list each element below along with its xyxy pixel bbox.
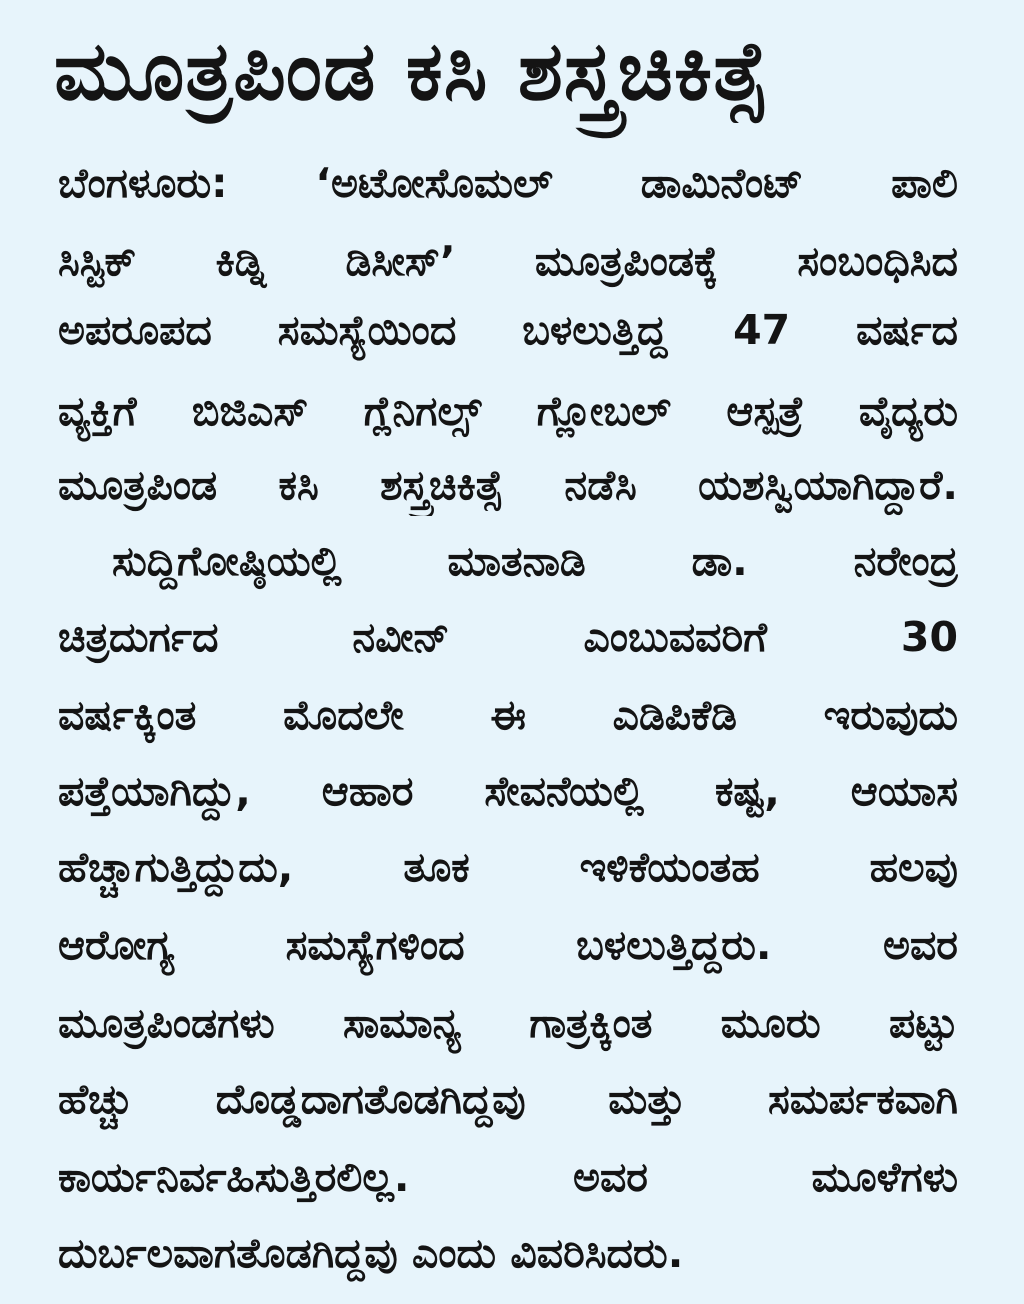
body-line-1: ಬೆಂಗಳೂರು: ‘ಅಟೋಸೊಮಲ್ ಡಾಮಿನೆಂಟ್ ಪಾಲಿ [58, 159, 958, 207]
body-line-13: ಹೆಚ್ಚು ದೊಡ್ಡದಾಗತೊಡಗಿದ್ದವು ಮತ್ತು ಸಮರ್ಪಕವಾಗಿ [58, 1075, 958, 1123]
body-line-6: ಸುದ್ದಿಗೋಷ್ಠಿಯಲ್ಲಿ ಮಾತನಾಡಿ ಡಾ. ನರೇಂದ್ರ [112, 537, 958, 585]
body-line-7: ಚಿತ್ರದುರ್ಗದ ನವೀನ್ ಎಂಬುವವರಿಗೆ 30 [58, 613, 958, 661]
body-line-12: ಮೂತ್ರಪಿಂಡಗಳು ಸಾಮಾನ್ಯ ಗಾತ್ರಕ್ಕಿಂತ ಮೂರು ಪಟ್ಟು [58, 999, 958, 1047]
body-line-8: ವರ್ಷಕ್ಕಿಂತ ಮೊದಲೇ ಈ ಎಡಿಪಿಕೆಡಿ ಇರುವುದು [58, 691, 958, 739]
body-line-15: ದುರ್ಬಲವಾಗತೊಡಗಿದ್ದವು ಎಂದು ವಿವರಿಸಿದರು. [58, 1229, 684, 1277]
headline: ಮೂತ್ರಪಿಂಡ ಕಸಿ ಶಸ್ತ್ರಚಿಕಿತ್ಸೆ [54, 24, 769, 119]
body-line-9: ಪತ್ತೆಯಾಗಿದ್ದು, ಆಹಾರ ಸೇವನೆಯಲ್ಲಿ ಕಷ್ಟ, ಆಯಾಸ [58, 767, 958, 815]
body-line-3: ಅಪರೂಪದ ಸಮಸ್ಯೆಯಿಂದ ಬಳಲುತ್ತಿದ್ದ 47 ವರ್ಷದ [58, 306, 958, 354]
body-line-5: ಮೂತ್ರಪಿಂಡ ಕಸಿ ಶಸ್ತ್ರಚಿಕಿತ್ಸೆ ನಡೆಸಿ ಯಶಸ್ವಿಯಾಗಿದ್ದಾರೆ. [58, 461, 958, 509]
body-line-14: ಕಾರ್ಯನಿರ್ವಹಿಸುತ್ತಿರಲಿಲ್ಲ. ಅವರ ಮೂಳೆಗಳು [58, 1153, 958, 1201]
body-line-10: ಹೆಚ್ಚಾಗುತ್ತಿದ್ದುದು, ತೂಕ ಇಳಿಕೆಯಂತಹ ಹಲವು [58, 843, 958, 891]
body-line-11: ಆರೋಗ್ಯ ಸಮಸ್ಯೆಗಳಿಂದ ಬಳಲುತ್ತಿದ್ದರು. ಅವರ [58, 921, 958, 969]
body-line-2: ಸಿಸ್ಟಿಕ್ ಕಿಡ್ನಿ ಡಿಸೀಸ್’ ಮೂತ್ರಪಿಂಡಕ್ಕೆ ಸಂಬಂಧಿಸಿದ [58, 237, 958, 285]
body-line-4: ವ್ಯಕ್ತಿಗೆ ಬಿಜಿಎಸ್ ಗ್ಲೆನಿಗಲ್ಸ್ ಗ್ಲೋಬಲ್ ಆಸ್ಪತ್ರೆ ವೈದ್ಯರು [58, 387, 958, 435]
